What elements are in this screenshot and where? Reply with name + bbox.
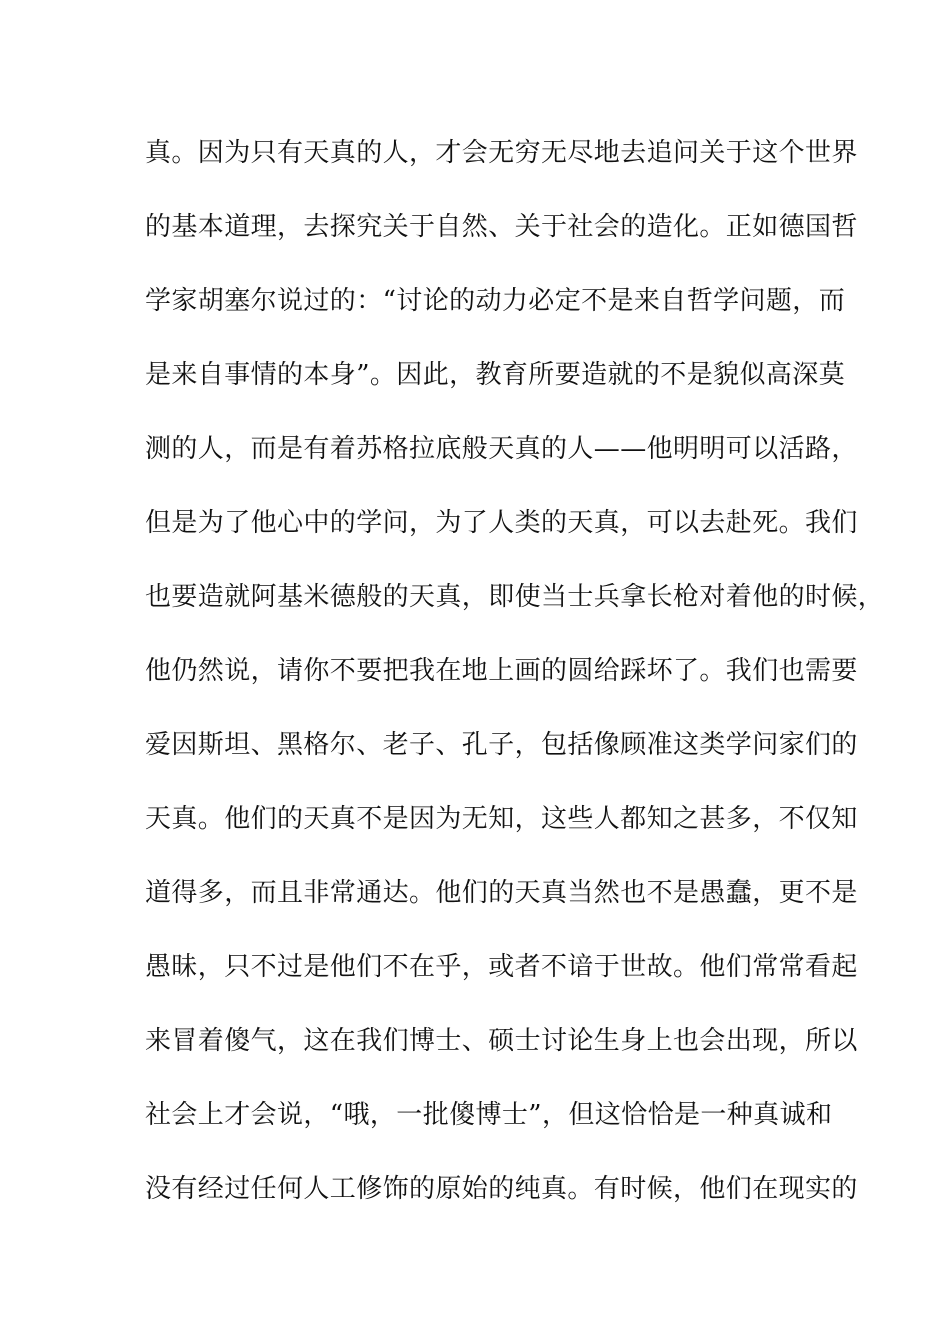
text-line: 没有经过任何人工修饰的原始的纯真。有时候，他们在现实的: [145, 1174, 858, 1204]
text-line: 学家胡塞尔说过的：“讨论的动力必定不是来自哲学问题，而: [145, 286, 846, 316]
text-line: 爱因斯坦、黑格尔、老子、孔子，包括像顾准这类学问家们的: [145, 730, 858, 760]
text-line: 来冒着傻气，这在我们博士、硕士讨论生身上也会出现，所以: [145, 1026, 858, 1056]
text-line: 也要造就阿基米德般的天真，即使当士兵拿长枪对着他的时候，: [145, 582, 885, 612]
text-line: 真。因为只有天真的人，才会无穷无尽地去追问关于这个世界: [145, 138, 858, 168]
text-line: 愚昧，只不过是他们不在乎，或者不谙于世故。他们常常看起: [145, 952, 858, 982]
text-line: 测的人，而是有着苏格拉底般天真的人——他明明可以活路，: [145, 434, 858, 464]
text-line: 社会上才会说，“哦，一批傻博士”，但这恰恰是一种真诚和: [145, 1100, 833, 1130]
text-line: 他仍然说，请你不要把我在地上画的圆给踩坏了。我们也需要: [145, 656, 858, 686]
body-text: [145, 133, 885, 1243]
text-line: 天真。他们的天真不是因为无知，这些人都知之甚多，不仅知: [145, 804, 858, 834]
text-line: 道得多，而且非常通达。他们的天真当然也不是愚蠢，更不是: [145, 878, 858, 908]
text-line: 但是为了他心中的学问，为了人类的天真，可以去赴死。我们: [145, 508, 858, 538]
text-line: 的基本道理，去探究关于自然、关于社会的造化。正如德国哲: [145, 212, 858, 242]
text-line: 是来自事情的本身”。因此，教育所要造就的不是貌似高深莫: [145, 360, 846, 390]
